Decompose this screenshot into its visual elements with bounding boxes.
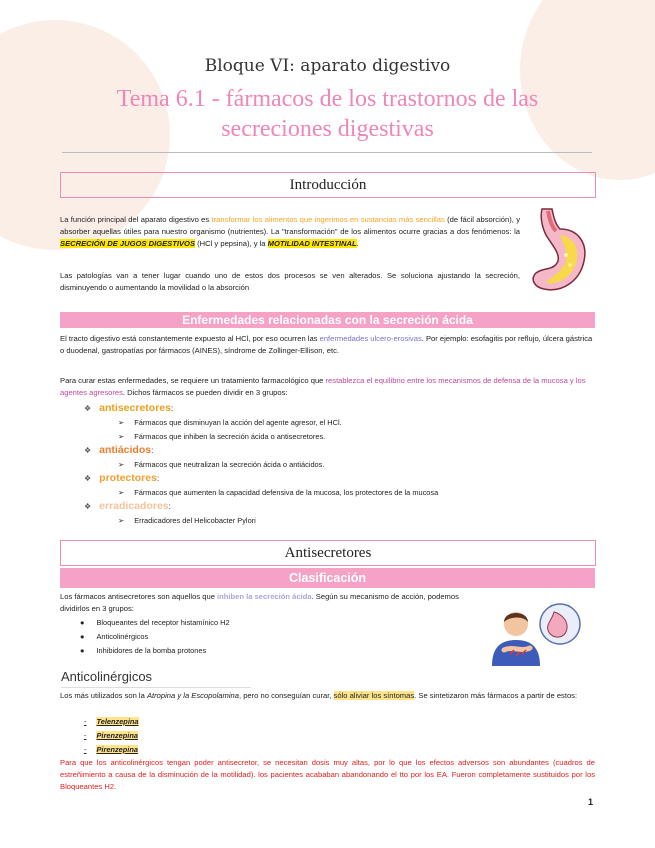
clasificacion-bar: Clasificación — [60, 568, 595, 588]
antisecretores-heading-box — [60, 540, 596, 566]
stomach-illustration — [526, 205, 592, 297]
diamond-bullet-icon: ❖ — [84, 404, 92, 413]
group-erradicadores-item-1: ➢ Erradicadores del Helicobacter Pylori — [118, 516, 256, 525]
group-antisecretores-item-1: ➢ Fármacos que disminuyan la acción del agente agresor, el HCl. — [118, 418, 342, 427]
group-antiacidos-item-1: ➢ Fármacos que neutralizan la secreción ácida o antiácidos. — [118, 460, 325, 469]
drug-item-2: - Pirenzepina — [84, 731, 138, 740]
arrow-bullet-icon: ➢ — [118, 488, 125, 497]
intro-paragraph-2: Las patologías van a tener lugar cuando uno de estos dos procesos se ven alterados. Se soluciona ajustando la secreción, disminuyendo o aumentando la movilidad o la absorción — [60, 271, 520, 292]
block-title: Bloque VI: aparato digestivo — [204, 56, 451, 76]
intro-paragraph-1: La función principal del aparato digestivo es transformar los alimentos que ingerimos en sustancias más sencillas (de fácil absorción), y absorber aquellas útiles para nuestro organismo (nutrientes). La "transformación" de los alimentos ocurre gracias a dos fenómenos: la SECRECIÓN DE JUGOS DIGESTIVOS (HCl y pepsina), y la MOTILIDAD INTESTINAL. — [60, 215, 520, 248]
group-antisecretores-item-2: ➢ Fármacos que inhiben la secreción ácida o antisecretores. — [118, 432, 326, 441]
diamond-bullet-icon: ❖ — [84, 502, 92, 511]
page-number: 1 — [588, 797, 594, 807]
group-antisecretores: ❖ antisecretores: — [84, 402, 174, 414]
antisecretor-group-1: ● Bloqueantes del receptor histamínico H2 — [80, 618, 230, 627]
intro-heading-box — [60, 172, 596, 198]
diamond-bullet-icon: ❖ — [84, 474, 92, 483]
group-antiacidos: ❖ antiácidos: — [84, 444, 154, 456]
title-divider — [62, 152, 592, 153]
acid-paragraph-2: Para curar estas enfermedades, se requiere un tratamiento farmacológico que restablezca el equilibrio entre los mecanismos de defensa de la mucosa y los agentes agresores. Dichos fármacos se pueden dividir en 3 grupos: — [60, 376, 586, 397]
anticolinergicos-red-note: Para que los anticolinérgicos tengan poder antisecretor, se necesitan dosis muy altas, por lo que los efectos adversos son abundantes (cuadros de estreñimiento a causa de la disminución de la motilidad). los pacientes acababan abandonando el tto por los EA. Fueron completamente sustituidos por los Bloqueantes H2. — [60, 758, 595, 791]
group-protectores-item-1: ➢ Fármacos que aumenten la capacidad defensiva de la mucosa, los protectores de la mucosa — [118, 488, 439, 497]
acid-diseases-bar: Enfermedades relacionadas con la secreción ácida — [60, 312, 595, 328]
antisecretor-group-2: ● Anticolinérgicos — [80, 632, 149, 641]
anticolinergicos-paragraph: Los más utilizados son la Atropina y la Escopolamina, pero no conseguían curar, sólo aliviar los síntomas. Se sintetizaron más fármacos a partir de estos: — [60, 691, 578, 700]
anticolinergicos-divider — [61, 687, 251, 688]
group-protectores: ❖ protectores: — [84, 472, 160, 484]
anticolinergicos-heading: Anticolinérgicos — [61, 669, 153, 684]
group-erradicadores: ❖ erradicadores: — [84, 500, 171, 512]
stomach-ache-illustration — [482, 596, 582, 666]
arrow-bullet-icon: ➢ — [118, 516, 125, 525]
drug-item-1: - Telenzepina — [84, 717, 139, 726]
intro-heading: Introducción — [289, 177, 367, 193]
acid-paragraph-1: El tracto digestivo está constantemente expuesto al HCl, por eso ocurren las enfermedades ulcero-erosivas. Por ejemplo: esofagitis por reflujo, úlcera gástrica o duodenal, gastropatías por fármacos (AINES), síndrome de Zollinger-Ellison, etc. — [60, 334, 593, 355]
topic-title: Tema 6.1 - fármacos de los trastornos de las secreciones digestivas — [116, 86, 539, 142]
arrow-bullet-icon: ➢ — [118, 432, 125, 441]
arrow-bullet-icon: ➢ — [118, 418, 125, 427]
antisecretores-heading: Antisecretores — [284, 545, 372, 561]
drug-item-3: - Pirenzepina — [84, 745, 138, 754]
antisecretores-paragraph: Los fármacos antisecretores son aquellos que inhiben la secreción ácida. Según su mecanismo de acción, podemos dividirlos en 3 grupos: — [60, 592, 459, 613]
arrow-bullet-icon: ➢ — [118, 460, 125, 469]
antisecretor-group-3: ● Inhibidores de la bomba protones — [80, 646, 207, 655]
diamond-bullet-icon: ❖ — [84, 446, 92, 455]
